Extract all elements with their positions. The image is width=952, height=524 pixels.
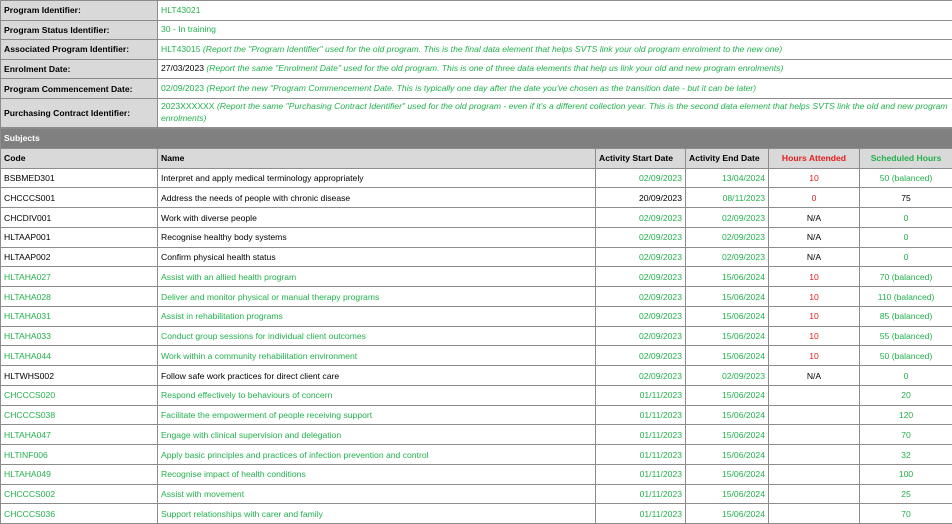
activity-start-date: 02/09/2023 xyxy=(596,208,686,228)
info-value-cell xyxy=(158,20,952,40)
table-row xyxy=(1,188,952,208)
subject-name: Assist with movement xyxy=(158,484,596,504)
activity-start-date: 02/09/2023 xyxy=(596,366,686,386)
table-row xyxy=(1,227,952,247)
info-label: Program Commencement Date: xyxy=(1,79,158,99)
table-row xyxy=(1,385,952,405)
activity-end-date: 15/06/2024 xyxy=(686,267,769,287)
table-row xyxy=(1,168,952,188)
subject-name: Interpret and apply medical terminology appropriately xyxy=(158,168,596,188)
subject-name: Confirm physical health status xyxy=(158,247,596,267)
scheduled-hours: 70 xyxy=(860,504,952,524)
hours-attended xyxy=(769,385,860,405)
col-header-name: Name xyxy=(158,148,596,168)
program-info-table xyxy=(0,0,952,128)
scheduled-hours: 20 xyxy=(860,385,952,405)
activity-start-date: 02/09/2023 xyxy=(596,287,686,307)
table-row xyxy=(1,484,952,504)
activity-end-date: 15/06/2024 xyxy=(686,504,769,524)
table-row xyxy=(1,405,952,425)
info-value-cell xyxy=(158,40,952,60)
subject-code: CHCCCS036 xyxy=(1,504,158,524)
info-row xyxy=(1,79,952,99)
activity-end-date: 15/06/2024 xyxy=(686,425,769,445)
activity-end-date: 02/09/2023 xyxy=(686,208,769,228)
subject-code: HLTAHA033 xyxy=(1,326,158,346)
subject-name: Facilitate the empowerment of people receiving support xyxy=(158,405,596,425)
activity-start-date: 02/09/2023 xyxy=(596,326,686,346)
info-label: Program Identifier: xyxy=(1,1,158,21)
info-row xyxy=(1,40,952,60)
info-value: HLT43021 xyxy=(161,5,201,15)
table-row xyxy=(1,287,952,307)
hours-attended: 10 xyxy=(769,326,860,346)
activity-start-date: 01/11/2023 xyxy=(596,504,686,524)
table-row xyxy=(1,366,952,386)
scheduled-hours: 50 (balanced) xyxy=(860,168,952,188)
col-header-code: Code xyxy=(1,148,158,168)
subject-code: HLTAHA049 xyxy=(1,464,158,484)
subject-name: Assist in rehabilitation programs xyxy=(158,306,596,326)
info-value-cell xyxy=(158,1,952,21)
info-value: 30 - In training xyxy=(161,24,216,34)
hours-attended: 10 xyxy=(769,267,860,287)
subject-code: HLTAAP002 xyxy=(1,247,158,267)
scheduled-hours: 85 (balanced) xyxy=(860,306,952,326)
scheduled-hours: 70 xyxy=(860,425,952,445)
scheduled-hours: 0 xyxy=(860,247,952,267)
activity-start-date: 01/11/2023 xyxy=(596,385,686,405)
activity-end-date: 15/06/2024 xyxy=(686,405,769,425)
scheduled-hours: 0 xyxy=(860,366,952,386)
info-value: 27/03/2023 xyxy=(161,63,204,73)
hours-attended: N/A xyxy=(769,247,860,267)
info-row xyxy=(1,59,952,79)
activity-end-date: 15/06/2024 xyxy=(686,484,769,504)
activity-start-date: 01/11/2023 xyxy=(596,405,686,425)
info-value: 2023XXXXXX xyxy=(161,101,215,111)
subject-name: Recognise healthy body systems xyxy=(158,227,596,247)
subject-code: HLTAHA044 xyxy=(1,346,158,366)
info-row xyxy=(1,98,952,127)
info-label: Program Status Identifier: xyxy=(1,20,158,40)
hours-attended xyxy=(769,504,860,524)
hours-attended: 10 xyxy=(769,346,860,366)
info-value-cell xyxy=(158,79,952,99)
col-header-start: Activity Start Date xyxy=(596,148,686,168)
activity-end-date: 15/06/2024 xyxy=(686,464,769,484)
info-value-cell xyxy=(158,59,952,79)
scheduled-hours: 110 (balanced) xyxy=(860,287,952,307)
info-label: Purchasing Contract Identifier: xyxy=(1,98,158,127)
subject-name: Assist with an allied health program xyxy=(158,267,596,287)
table-row xyxy=(1,346,952,366)
subject-name: Work with diverse people xyxy=(158,208,596,228)
col-header-end: Activity End Date xyxy=(686,148,769,168)
subject-name: Engage with clinical supervision and delegation xyxy=(158,425,596,445)
activity-start-date: 20/09/2023 xyxy=(596,188,686,208)
activity-end-date: 02/09/2023 xyxy=(686,366,769,386)
hours-attended: 0 xyxy=(769,188,860,208)
subject-name: Respond effectively to behaviours of concern xyxy=(158,385,596,405)
hours-attended: 10 xyxy=(769,168,860,188)
subject-code: HLTAHA047 xyxy=(1,425,158,445)
activity-start-date: 02/09/2023 xyxy=(596,346,686,366)
info-value: HLT43015 xyxy=(161,44,201,54)
table-row xyxy=(1,504,952,524)
activity-start-date: 01/11/2023 xyxy=(596,445,686,465)
info-note: (Report the same "Enrolment Date" used for the old program. This is one of three data elements that help us link your old and new program enrolments) xyxy=(206,63,783,73)
subject-code: BSBMED301 xyxy=(1,168,158,188)
hours-attended xyxy=(769,445,860,465)
subject-code: CHCCCS020 xyxy=(1,385,158,405)
col-header-attended: Hours Attended xyxy=(769,148,860,168)
scheduled-hours: 32 xyxy=(860,445,952,465)
activity-end-date: 02/09/2023 xyxy=(686,247,769,267)
table-row xyxy=(1,425,952,445)
scheduled-hours: 75 xyxy=(860,188,952,208)
info-value-cell xyxy=(158,98,952,127)
hours-attended xyxy=(769,464,860,484)
table-row xyxy=(1,306,952,326)
activity-end-date: 13/04/2024 xyxy=(686,168,769,188)
info-note: (Report the "Program Identifier" used for the old program. This is the final data element that helps SVTS link your old program enrolment to the new one) xyxy=(203,44,782,54)
hours-attended: N/A xyxy=(769,366,860,386)
activity-end-date: 02/09/2023 xyxy=(686,227,769,247)
table-row xyxy=(1,326,952,346)
activity-start-date: 02/09/2023 xyxy=(596,306,686,326)
subject-code: HLTINF006 xyxy=(1,445,158,465)
subjects-table xyxy=(0,128,952,524)
scheduled-hours: 100 xyxy=(860,464,952,484)
table-row xyxy=(1,208,952,228)
activity-start-date: 01/11/2023 xyxy=(596,484,686,504)
subject-name: Apply basic principles and practices of infection prevention and control xyxy=(158,445,596,465)
subject-code: CHCDIV001 xyxy=(1,208,158,228)
subject-name: Recognise impact of health conditions xyxy=(158,464,596,484)
subject-code: HLTAHA031 xyxy=(1,306,158,326)
subjects-section-header xyxy=(1,128,952,148)
activity-start-date: 02/09/2023 xyxy=(596,247,686,267)
subject-name: Follow safe work practices for direct client care xyxy=(158,366,596,386)
subject-name: Address the needs of people with chronic disease xyxy=(158,188,596,208)
scheduled-hours: 0 xyxy=(860,227,952,247)
info-label: Enrolment Date: xyxy=(1,59,158,79)
hours-attended: 10 xyxy=(769,306,860,326)
subject-code: HLTWHS002 xyxy=(1,366,158,386)
activity-start-date: 01/11/2023 xyxy=(596,464,686,484)
scheduled-hours: 25 xyxy=(860,484,952,504)
info-value: 02/09/2023 xyxy=(161,83,204,93)
subjects-header-row xyxy=(1,148,952,168)
activity-end-date: 15/06/2024 xyxy=(686,287,769,307)
activity-end-date: 15/06/2024 xyxy=(686,326,769,346)
subject-code: CHCCCS001 xyxy=(1,188,158,208)
hours-attended xyxy=(769,484,860,504)
hours-attended: N/A xyxy=(769,227,860,247)
scheduled-hours: 120 xyxy=(860,405,952,425)
subject-code: CHCCCS038 xyxy=(1,405,158,425)
subject-code: HLTAHA027 xyxy=(1,267,158,287)
info-note: (Report the same "Purchasing Contract Identifier" used for the old program - even if it's a different collection year. This is the second data element that helps SVTS link the old and new program enrolments) xyxy=(161,101,948,123)
activity-start-date: 02/09/2023 xyxy=(596,267,686,287)
activity-start-date: 02/09/2023 xyxy=(596,227,686,247)
subject-name: Work within a community rehabilitation environment xyxy=(158,346,596,366)
hours-attended xyxy=(769,405,860,425)
table-row xyxy=(1,267,952,287)
activity-end-date: 15/06/2024 xyxy=(686,346,769,366)
activity-end-date: 15/06/2024 xyxy=(686,445,769,465)
scheduled-hours: 0 xyxy=(860,208,952,228)
info-row xyxy=(1,1,952,21)
section-title: Subjects xyxy=(1,128,952,148)
activity-start-date: 02/09/2023 xyxy=(596,168,686,188)
info-row xyxy=(1,20,952,40)
table-row xyxy=(1,445,952,465)
scheduled-hours: 55 (balanced) xyxy=(860,326,952,346)
activity-end-date: 15/06/2024 xyxy=(686,385,769,405)
subject-name: Support relationships with carer and family xyxy=(158,504,596,524)
subject-code: CHCCCS002 xyxy=(1,484,158,504)
scheduled-hours: 50 (balanced) xyxy=(860,346,952,366)
subject-name: Deliver and monitor physical or manual therapy programs xyxy=(158,287,596,307)
table-row xyxy=(1,464,952,484)
hours-attended: 10 xyxy=(769,287,860,307)
subject-name: Conduct group sessions for individual client outcomes xyxy=(158,326,596,346)
subject-code: HLTAAP001 xyxy=(1,227,158,247)
table-row xyxy=(1,247,952,267)
activity-start-date: 01/11/2023 xyxy=(596,425,686,445)
subject-code: HLTAHA028 xyxy=(1,287,158,307)
col-header-scheduled: Scheduled Hours xyxy=(860,148,952,168)
scheduled-hours: 70 (balanced) xyxy=(860,267,952,287)
hours-attended xyxy=(769,425,860,445)
activity-end-date: 08/11/2023 xyxy=(686,188,769,208)
info-label: Associated Program Identifier: xyxy=(1,40,158,60)
info-note: (Report the new "Program Commencement Date. This is typically one day after the date you've chosen as the transition date - but it can be later) xyxy=(206,83,756,93)
hours-attended: N/A xyxy=(769,208,860,228)
activity-end-date: 15/06/2024 xyxy=(686,306,769,326)
